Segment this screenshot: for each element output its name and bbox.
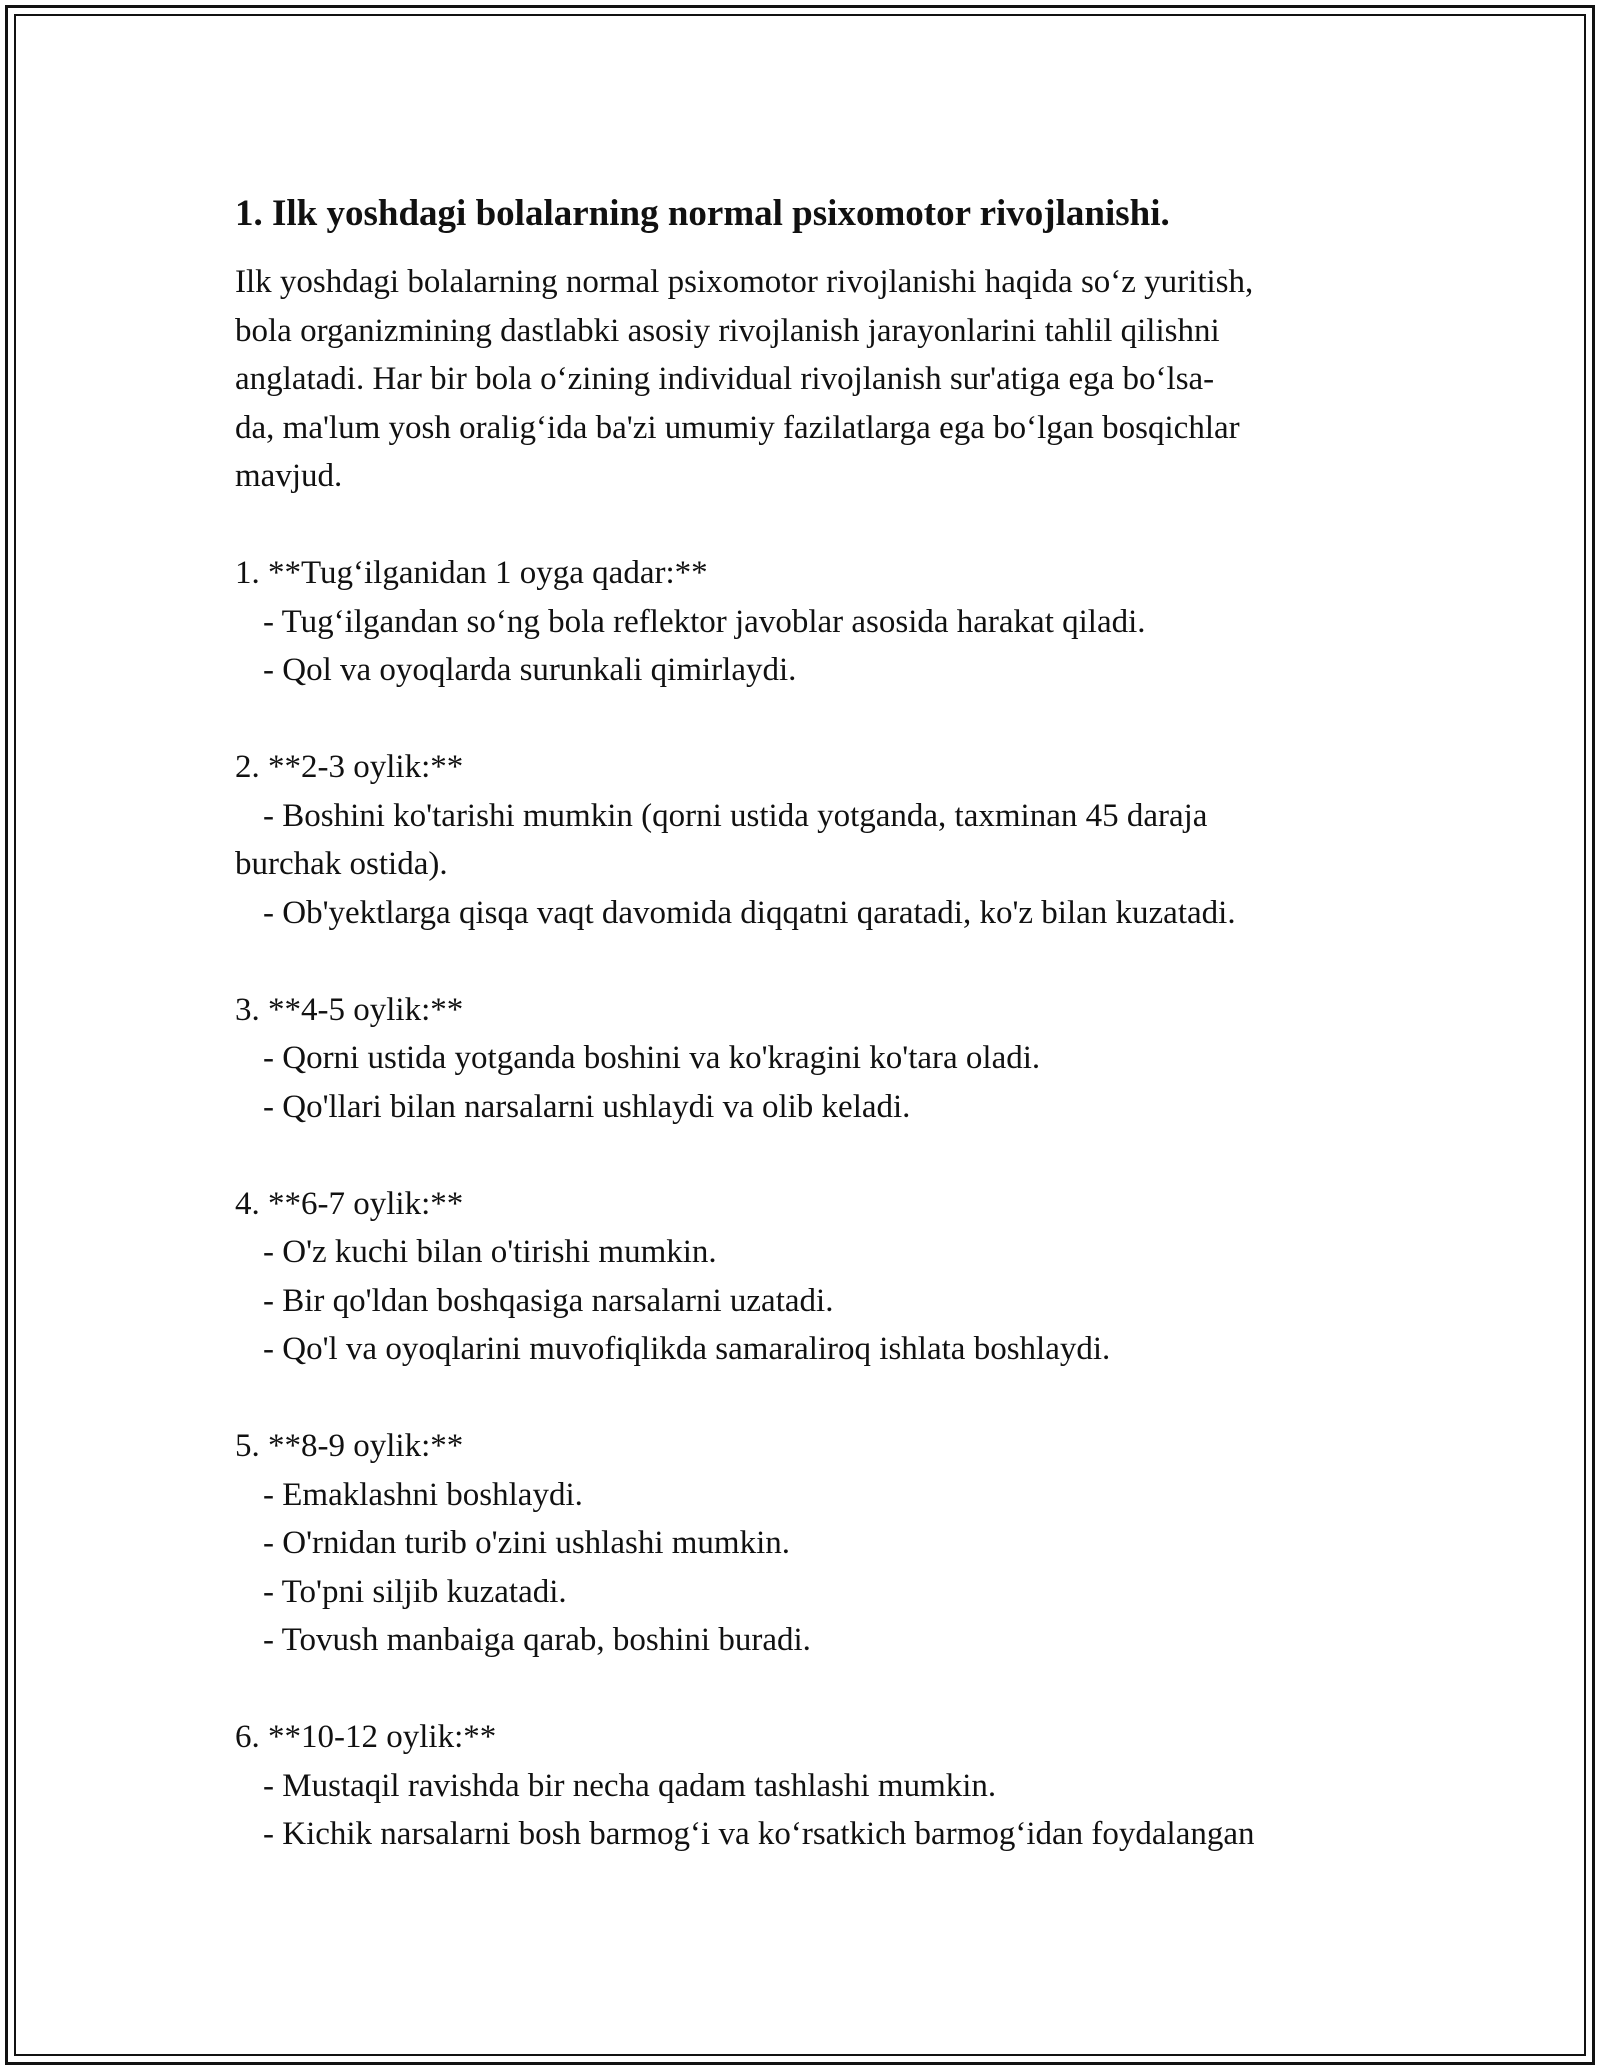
section-item: - Qo'l va oyoqlarini muvofiqlikda samaraliroq ishlata boshlaydi.: [263, 1331, 1111, 1367]
section-item: - Qol va oyoqlarda surunkali qimirlaydi.: [263, 652, 797, 688]
section-item: - Emaklashni boshlaydi.: [263, 1476, 583, 1513]
section-item: - Ob'yektlarga qisqa vaqt davomida diqqatni qaratadi, ko'z bilan kuzatadi.: [263, 894, 1236, 931]
section-heading: 6. **10-12 oylik:**: [235, 1719, 497, 1755]
section-item: - Qorni ustida yotganda boshini va ko'kragini ko'tara oladi.: [263, 1040, 1041, 1076]
intro-line: Ilk yoshdagi bolalarning normal psixomotor rivojlanishi haqida so‘z yuritish,: [235, 264, 1254, 300]
section-4-5-months: [235, 986, 1375, 1132]
section-heading: 5. **8-9 oylik:**: [235, 1428, 464, 1464]
intro-paragraph: [235, 258, 1375, 501]
section-item: - Mustaqil ravishda bir necha qadam tashlashi mumkin.: [263, 1767, 997, 1804]
intro-line: bola organizmining dastlabki asosiy rivojlanish jarayonlarini tahlil qilishni: [235, 312, 1220, 349]
section-item: - Tovush manbaiga qarab, boshini buradi.: [263, 1622, 811, 1658]
section-item: - Bir qo'ldan boshqasiga narsalarni uzatadi.: [263, 1282, 834, 1319]
section-2-3-months: [235, 743, 1375, 937]
section-item: - To'pni siljib kuzatadi.: [263, 1573, 567, 1610]
section-heading: 3. **4-5 oylik:**: [235, 991, 464, 1028]
intro-line: da, ma'lum yosh oralig‘ida ba'zi umumiy fazilatlarga ega bo‘lgan bosqichlar: [235, 409, 1240, 446]
section-heading: 1. **Tug‘ilganidan 1 oyga qadar:**: [235, 555, 708, 591]
intro-line: mavjud.: [235, 458, 343, 494]
section-heading: 2. **2-3 oylik:**: [235, 749, 464, 785]
document-title: 1. Ilk yoshdagi bolalarning normal psixomotor rivojlanishi.: [235, 193, 1170, 234]
section-item: - Boshini ko'tarishi mumkin (qorni ustida yotganda, taxminan 45 daraja: [263, 797, 1208, 834]
section-item-continuation: burchak ostida).: [235, 846, 448, 882]
section-6-7-months: [235, 1180, 1375, 1374]
section-item: - Tug‘ilgandan so‘ng bola reflektor javoblar asosida harakat qiladi.: [263, 603, 1146, 640]
section-newborn: [235, 549, 1375, 695]
section-item: - Qo'llari bilan narsalarni ushlaydi va olib keladi.: [263, 1088, 911, 1125]
section-item: - O'z kuchi bilan o'tirishi mumkin.: [263, 1234, 717, 1270]
section-10-12-months: [235, 1713, 1375, 1859]
section-8-9-months: [235, 1422, 1375, 1665]
section-item: - O'rnidan turib o'zini ushlashi mumkin.: [263, 1525, 791, 1561]
section-heading: 4. **6-7 oylik:**: [235, 1185, 464, 1222]
document-body: [235, 186, 1375, 1859]
intro-line: anglatadi. Har bir bola o‘zining individual rivojlanish sur'atiga ega bo‘lsa-: [235, 361, 1215, 397]
section-item: - Kichik narsalarni bosh barmog‘i va ko‘rsatkich barmog‘idan foydalangan: [263, 1816, 1255, 1852]
